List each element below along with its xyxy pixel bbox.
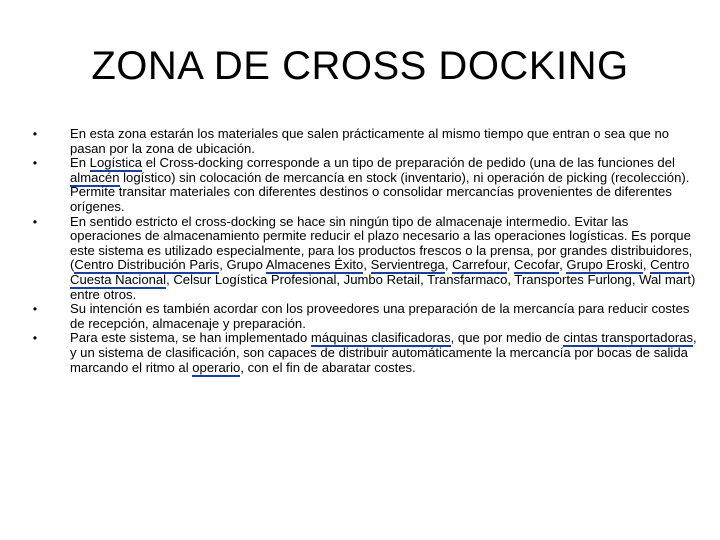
slide-content: [30, 127, 698, 375]
text-segment: , Grupo: [219, 257, 266, 273]
text-segment: , y un sistema de clasificación, son capaces de distribuir automáticamente la mercancía por bocas de salida marcando el ritmo al: [70, 330, 697, 375]
text-segment: , Celsur Logística Profesional, Jumbo Retail, Transfarmaco, Transportes Furlong, Wal mart) entre otros.: [70, 271, 696, 302]
text-segment: ,: [506, 257, 514, 273]
text-segment: En esta zona estarán los materiales que salen prácticamente al mismo tiempo que entran o sea que no pasan por la zona de ubicación.: [70, 126, 670, 156]
bullet-dot-icon: •: [32, 331, 38, 346]
hyperlink[interactable]: almacén: [70, 169, 120, 185]
hyperlink[interactable]: Almacenes Éxito: [265, 257, 364, 273]
bullet-list: [30, 127, 698, 375]
hyperlink[interactable]: máquinas clasificadoras: [310, 330, 451, 346]
hyperlink[interactable]: Centro Distribución Paris: [74, 257, 220, 273]
bullet-item: [30, 156, 698, 214]
bullet-text: [70, 302, 698, 331]
hyperlink[interactable]: Cecofar: [514, 257, 560, 273]
bullet-item: [30, 302, 698, 331]
bullet-text: [70, 127, 698, 156]
hyperlink[interactable]: Carrefour: [452, 257, 507, 273]
bullet-dot-icon: •: [32, 127, 38, 141]
bullet-text: [70, 156, 698, 214]
bullet-text: [70, 331, 698, 375]
hyperlink[interactable]: cintas transportadoras: [563, 330, 694, 346]
bullet-item: [30, 127, 698, 156]
text-segment: ,: [363, 257, 371, 273]
text-segment: En sentido estricto el cross-docking se hace sin ningún tipo de almacenaje intermedio. Evitar las operaciones de almacenamiento permite reducir el plazo necesario a las operaciones logísticas. Es porque este sistema es utilizado especialmente, para los productos frescos o la prensa, por grandes distribuidores, (: [70, 213, 693, 273]
bullet-item: [30, 215, 698, 303]
hyperlink[interactable]: Servientrega: [370, 257, 445, 273]
hyperlink[interactable]: Grupo Eroski: [566, 257, 643, 273]
text-segment: el Cross-docking corresponde a un tipo de preparación de pedido (una de las funciones del: [142, 155, 675, 171]
text-segment: ,: [444, 257, 453, 273]
slide-title: ZONA DE CROSS DOCKING: [91, 44, 629, 88]
text-segment: logístico) sin colocación de mercancía en stock (inventario), ni operación de picking (recolección). Permite transitar materiales con diferentes destinos o consolidar mercancías provenientes de diferentes orígenes.: [70, 169, 690, 214]
bullet-text: [70, 215, 698, 303]
text-segment: ,: [642, 257, 651, 273]
hyperlink[interactable]: operario: [192, 359, 241, 375]
bullet-dot-icon: •: [32, 156, 38, 171]
bullet-dot-icon: •: [32, 302, 38, 317]
bullet-dot-icon: •: [32, 214, 38, 229]
text-segment: ,: [559, 257, 567, 273]
text-segment: , con el fin de abaratar costes.: [240, 359, 416, 375]
text-segment: Para este sistema, se han implementado: [70, 330, 311, 346]
text-segment: En: [70, 155, 90, 171]
text-segment: Su intención es también acordar con los proveedores una preparación de la mercancía para reducir costes de recepción, almacenaje y preparación.: [70, 301, 690, 331]
bullet-item: [30, 331, 698, 375]
text-segment: , que por medio de: [450, 330, 564, 346]
hyperlink[interactable]: Logística: [89, 155, 143, 171]
hyperlink[interactable]: Centro Cuesta Nacional: [70, 257, 690, 287]
